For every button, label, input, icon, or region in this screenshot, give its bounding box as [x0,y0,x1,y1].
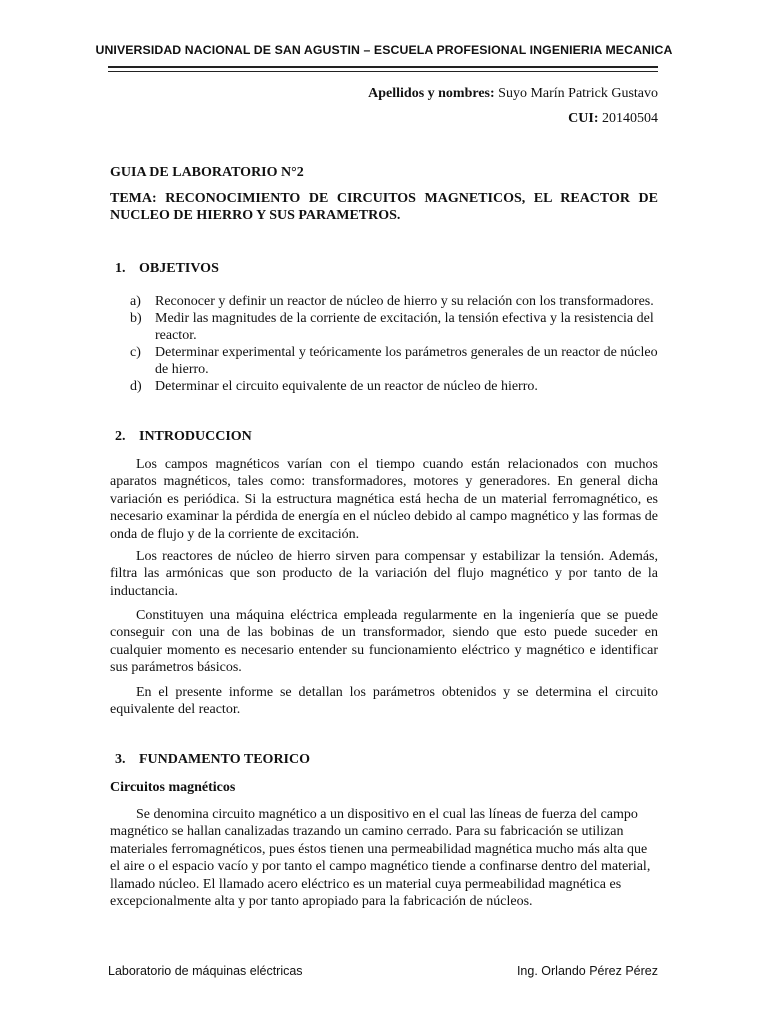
footer-instructor: Ing. Orlando Pérez Pérez [516,964,658,978]
section-number: 3. [115,752,126,767]
list-item-text: Determinar experimental y teóricamente los parámetros generales de un reactor de núcleo de hierro. [155,345,658,377]
student-cui-value: 20140504 [602,111,658,126]
list-item-label: b) [130,311,142,326]
list-item-text: Medir las magnitudes de la corriente de excitación, la tensión efectiva y la resistencia del reactor. [155,311,654,343]
student-cui-line [568,111,658,127]
list-item [110,293,658,310]
student-name-label: Apellidos y nombres: [368,86,495,101]
section-title-text: OBJETIVOS [139,261,219,276]
list-item [110,378,658,395]
section-number: 1. [115,261,126,276]
list-item-label: d) [130,379,142,394]
section-number: 2. [115,429,126,444]
student-name-value: Suyo Marín Patrick Gustavo [498,86,658,101]
list-item-label: a) [130,294,141,309]
objectives-list [110,293,658,395]
section-introduccion-title [115,429,252,445]
intro-paragraph-2: Los reactores de núcleo de hierro sirven para compensar y estabilizar la tensión. Además, filtra las armónicas que son producto de la variación del flujo magnético y por tanto de la inductancia. [110,549,658,599]
page-header: UNIVERSIDAD NACIONAL DE SAN AGUSTIN – ESCUELA PROFESIONAL INGENIERIA MECANICA [95,43,673,57]
guide-title: GUIA DE LABORATORIO N°2 [110,165,304,180]
list-item-text: Reconocer y definir un reactor de núcleo de hierro y su relación con los transformadores. [155,294,654,309]
intro-paragraph-1: Los campos magnéticos varían con el tiempo cuando están relacionados con muchos aparatos magnéticos, tales como: transformadores, motores y generadores. En general dicha variación es periódica. Si la estructura magnética está hecha de un material ferromagnético, es necesario examinar la pérdida de energía en el núcleo debido al campo magnético y las formas de onda de flujo y de la corriente de excitación. [110,457,658,542]
list-item-label: c) [130,345,141,360]
list-item-text: Determinar el circuito equivalente de un reactor de núcleo de hierro. [155,379,538,394]
header-rule-thin [108,71,658,72]
fundamento-subtitle: Circuitos magnéticos [110,780,236,795]
section-title-text: FUNDAMENTO TEORICO [139,752,311,767]
student-name-line [368,86,658,102]
fundamento-paragraph: Se denomina circuito magnético a un dispositivo en el cual las líneas de fuerza del campo magnético se hallan canalizadas trazando un camino cerrado. Para su fabricación se utilizan materiales ferromagnéticos, pues éstos tienen una permeabilidad magnética mucho más alta que el aire o el espacio vacío y por tanto el campo magnético tiende a confinarse dentro del material, llamado núcleo. El llamado acero eléctrico es un material cuya permeabilidad magnética es excepcionalmente alta y por tanto apropiado para la fabricación de núcleos. [110,807,651,910]
footer-course: Laboratorio de máquinas eléctricas [108,964,303,978]
list-item [110,344,658,378]
section-objetivos-title [115,261,219,277]
intro-paragraph-3: Constituyen una máquina eléctrica empleada regularmente en la ingeniería que se puede conseguir con una de las bobinas de un transformador, siendo que esto puede suceder en cualquier momento es necesario entender su funcionamiento eléctrico y magnético e identificar sus parámetros básicos. [110,608,658,676]
section-title-text: INTRODUCCION [139,429,252,444]
intro-paragraph-4: En el presente informe se detallan los parámetros obtenidos y se determina el circuito equivalente del reactor. [110,685,658,718]
list-item [110,310,658,344]
guide-topic: TEMA: RECONOCIMIENTO DE CIRCUITOS MAGNETICOS, EL REACTOR DE NUCLEO DE HIERRO Y SUS PARAMETROS. [110,191,658,223]
header-rule-thick [108,66,658,68]
section-fundamento-title [115,752,310,768]
student-cui-label: CUI: [568,111,599,126]
